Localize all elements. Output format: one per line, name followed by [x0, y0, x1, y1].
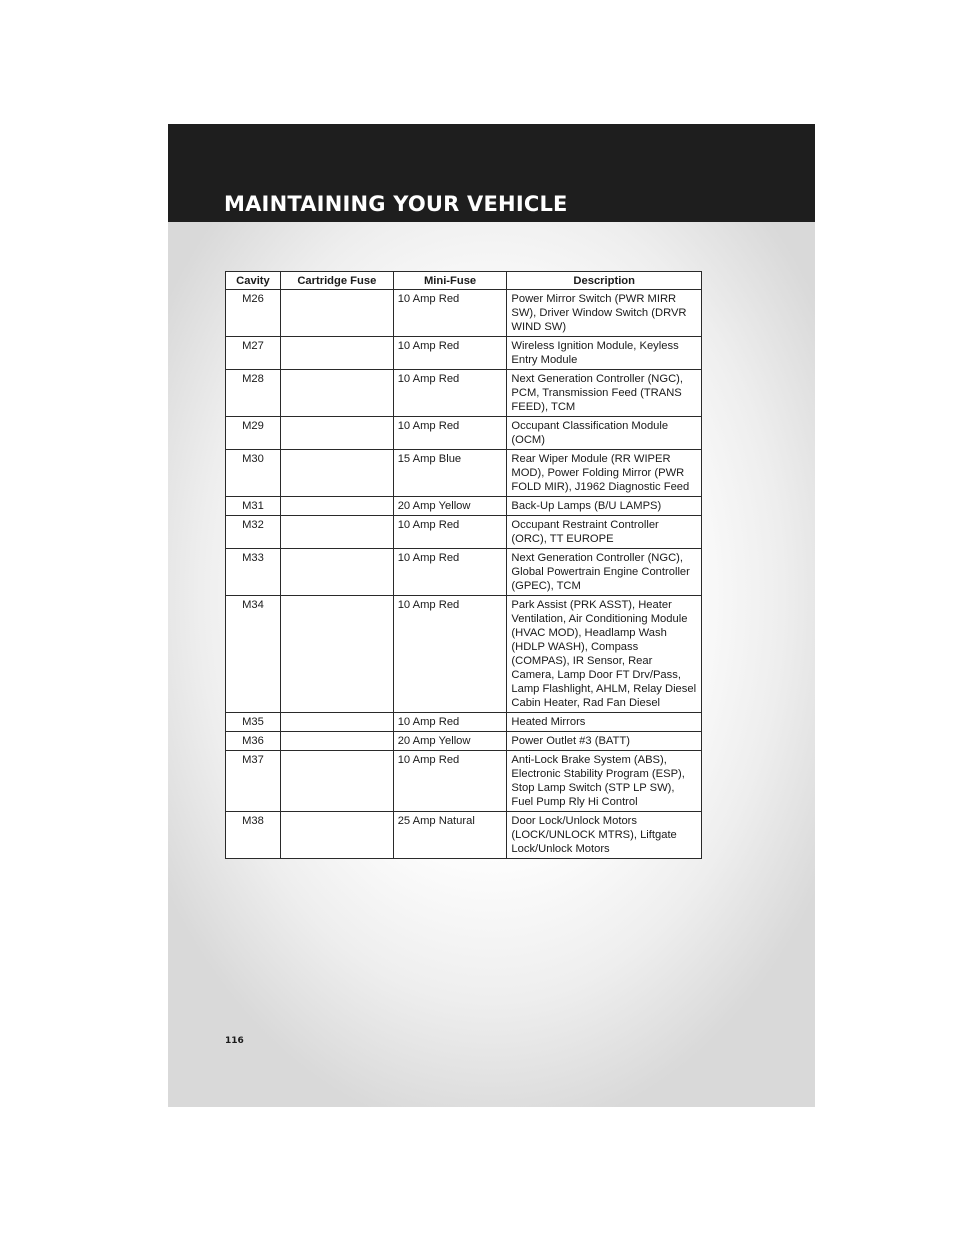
- cartridge-fuse-cell: [280, 596, 393, 713]
- column-header-mini-fuse: Mini-Fuse: [393, 272, 507, 290]
- mini-fuse-cell: 10 Amp Red: [393, 337, 507, 370]
- mini-fuse-cell: 20 Amp Yellow: [393, 732, 507, 751]
- description-cell: Occupant Restraint Controller (ORC), TT EUROPE: [507, 516, 702, 549]
- description-cell: Back-Up Lamps (B/U LAMPS): [507, 497, 702, 516]
- table-row: [226, 417, 702, 450]
- mini-fuse-cell: 25 Amp Natural: [393, 812, 507, 859]
- table-row: [226, 497, 702, 516]
- description-cell: Power Mirror Switch (PWR MIRR SW), Driver Window Switch (DRVR WIND SW): [507, 290, 702, 337]
- cavity-cell: M27: [226, 337, 281, 370]
- mini-fuse-cell: 15 Amp Blue: [393, 450, 507, 497]
- cartridge-fuse-cell: [280, 497, 393, 516]
- mini-fuse-cell: 10 Amp Red: [393, 417, 507, 450]
- table-row: [226, 713, 702, 732]
- column-header-cavity: Cavity: [226, 272, 281, 290]
- table-row: [226, 516, 702, 549]
- cartridge-fuse-cell: [280, 732, 393, 751]
- cavity-cell: M33: [226, 549, 281, 596]
- table-row: [226, 751, 702, 812]
- cavity-cell: M35: [226, 713, 281, 732]
- cavity-cell: M32: [226, 516, 281, 549]
- description-cell: Next Generation Controller (NGC), PCM, Transmission Feed (TRANS FEED), TCM: [507, 370, 702, 417]
- mini-fuse-cell: 20 Amp Yellow: [393, 497, 507, 516]
- description-cell: Occupant Classification Module (OCM): [507, 417, 702, 450]
- cavity-cell: M31: [226, 497, 281, 516]
- table-row: [226, 812, 702, 859]
- cartridge-fuse-cell: [280, 370, 393, 417]
- mini-fuse-cell: 10 Amp Red: [393, 713, 507, 732]
- description-cell: Power Outlet #3 (BATT): [507, 732, 702, 751]
- table-header-row: [226, 272, 702, 290]
- cartridge-fuse-cell: [280, 549, 393, 596]
- cartridge-fuse-cell: [280, 516, 393, 549]
- cartridge-fuse-cell: [280, 417, 393, 450]
- table-row: [226, 290, 702, 337]
- table-row: [226, 732, 702, 751]
- table-row: [226, 337, 702, 370]
- description-cell: Park Assist (PRK ASST), Heater Ventilation, Air Conditioning Module (HVAC MOD), Headlamp Wash (HDLP WASH), Compass (COMPAS), IR Sensor, Rear Camera, Lamp Door FT Drv/Pass, Lamp Flashlight, AHLM, Relay Diesel Cabin Heater, Rad Fan Diesel: [507, 596, 702, 713]
- mini-fuse-cell: 10 Amp Red: [393, 370, 507, 417]
- mini-fuse-cell: 10 Amp Red: [393, 290, 507, 337]
- cavity-cell: M26: [226, 290, 281, 337]
- column-header-description: Description: [507, 272, 702, 290]
- table-row: [226, 450, 702, 497]
- page-number: 116: [225, 1036, 244, 1046]
- cartridge-fuse-cell: [280, 450, 393, 497]
- section-title: MAINTAINING YOUR VEHICLE: [224, 192, 568, 216]
- table-row: [226, 370, 702, 417]
- table-row: [226, 596, 702, 713]
- column-header-cartridge-fuse: Cartridge Fuse: [280, 272, 393, 290]
- table-row: [226, 549, 702, 596]
- mini-fuse-cell: 10 Amp Red: [393, 516, 507, 549]
- mini-fuse-cell: 10 Amp Red: [393, 596, 507, 713]
- cartridge-fuse-cell: [280, 812, 393, 859]
- description-cell: Rear Wiper Module (RR WIPER MOD), Power Folding Mirror (PWR FOLD MIR), J1962 Diagnostic Feed: [507, 450, 702, 497]
- description-cell: Anti-Lock Brake System (ABS), Electronic Stability Program (ESP), Stop Lamp Switch (STP LP SW), Fuel Pump Rly Hi Control: [507, 751, 702, 812]
- description-cell: Next Generation Controller (NGC), Global Powertrain Engine Controller (GPEC), TCM: [507, 549, 702, 596]
- cartridge-fuse-cell: [280, 337, 393, 370]
- mini-fuse-cell: 10 Amp Red: [393, 549, 507, 596]
- cavity-cell: M29: [226, 417, 281, 450]
- description-cell: Heated Mirrors: [507, 713, 702, 732]
- description-cell: Door Lock/Unlock Motors (LOCK/UNLOCK MTRS), Liftgate Lock/Unlock Motors: [507, 812, 702, 859]
- manual-page: [168, 124, 815, 1107]
- cavity-cell: M37: [226, 751, 281, 812]
- mini-fuse-cell: 10 Amp Red: [393, 751, 507, 812]
- cavity-cell: M34: [226, 596, 281, 713]
- fuse-table: [225, 271, 702, 859]
- cartridge-fuse-cell: [280, 751, 393, 812]
- description-cell: Wireless Ignition Module, Keyless Entry Module: [507, 337, 702, 370]
- cavity-cell: M28: [226, 370, 281, 417]
- cartridge-fuse-cell: [280, 290, 393, 337]
- cavity-cell: M30: [226, 450, 281, 497]
- cavity-cell: M36: [226, 732, 281, 751]
- cartridge-fuse-cell: [280, 713, 393, 732]
- cavity-cell: M38: [226, 812, 281, 859]
